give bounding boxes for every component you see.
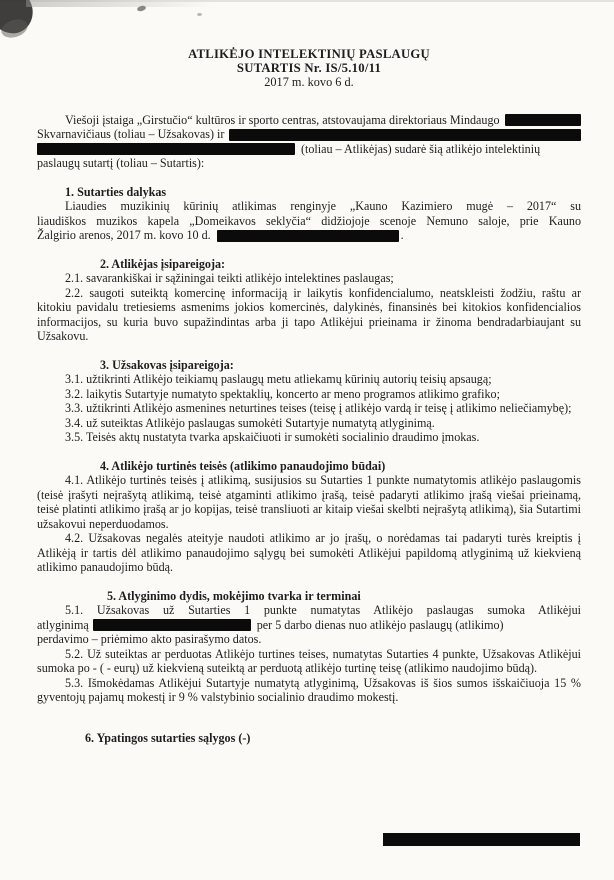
scan-artifact-top-streak [26,0,211,7]
section-4-heading: 4. Atlikėjo turtinės teisės (atlikimo panaudojimo būdai) [100,458,386,473]
section-1-line-1: Liaudies muzikinių kūrinių atlikimas renginyje „Kauno Kazimiero mugė – 2017“ su [65,199,581,214]
intro-line-1-text: Viešoji įstaiga „Girstučio“ kultūros ir sporto centras, atstovaujama direktoriaus Mindaugo [65,112,500,127]
scan-artifact-speck [197,13,202,16]
section-6-heading: 6. Ypatingos sutarties sąlygos (-) [85,730,251,745]
section-6-ypatingos-salygos [37,731,581,746]
document-title-line-2: SUTARTIS Nr. IS/5.10/11 [236,60,382,75]
intro-line-2 [37,127,581,142]
clause-5-1-line-2 [37,618,581,633]
redaction-bar-bottom [383,833,580,846]
section-1-line-3 [37,228,581,243]
intro-line-3-text: (toliau – Atlikėjas) sudarė šią atlikėjo intelektinių [301,141,541,156]
redaction-bar-performer-name [229,129,581,141]
clause-2-1: 2.1. savarankiškai ir sąžiningai teikti atlikėjo intelektines paslaugas; [65,271,394,286]
clause-5-3: 5.3. Išmokėdamas Atlikėjui Sutartyje numatytą atlyginimą, Užsakovas iš šios sumos išskaičiuoja 15 % gyventojų pajamų mokestį ir 9 % valstybinio socialinio draudimo mokestį. [37,675,581,705]
section-1-heading: 1. Sutarties dalykas [65,184,167,199]
intro-line-4: paslaugų sutartį (toliau – Sutartis): [37,156,205,171]
section-1-line-3-period: . [400,228,404,243]
section-1-line-3-text: Žalgirio arenos, 2017 m. kovo 10 d. [37,228,211,243]
section-2-atlikejas-isipareigoja [37,257,581,344]
section-4-turtines-teises [37,459,581,575]
scan-artifact-corner-blob [0,0,37,37]
section-2-heading: 2. Atlikėjas įsipareigoja: [100,256,226,271]
section-3-uzsakovas-isipareigoja [37,358,581,445]
section-5-heading: 5. Atlyginimo dydis, mokėjimo tvarka ir terminai [107,588,361,603]
redaction-bar-event-details [217,230,399,242]
document-title-line-1: ATLIKĖJO INTELEKTINIŲ PASLAUGŲ [188,47,430,61]
section-1-sutarties-dalykas [37,185,581,243]
clause-5-1-line-2-before: atlyginimą [37,617,89,632]
section-1-line-2: liaudiškos muzikos kapela „Domeikavos seklyčia“ didžiojoje scenoje Nemuno saloje, prie Kauno [37,213,581,228]
clause-3-3: 3.3. užtikrinti Atlikėjo asmenines neturtines teises (teisę į atlikėjo vardą ir teisę į atlikimo neliečiamybę); [65,401,572,416]
clause-2-2: 2.2. saugoti suteiktą komercinę informaciją ir laikytis konfidencialumo, neatskleisti žodžiu, raštu ar kitokiu pavidalu tretiesiems asmenims jokios komercinės, dalykinės, finansinės bei kitokios konfidencialios informacijos, su kuria buvo supažindintas arba ji tapo Atlikėjui prieinama ir žinoma bendradarbiaujant su Užsakovu. [37,285,581,344]
clause-4-1: 4.1. Atlikėjo turtinės teisės į atlikimą, susijusios su Sutarties 1 punkte numatytomis atlikėjo paslaugomis (teisė įrašyti neįrašytą atlikimą, teisė atgaminti atlikimo įrašą, teisė padaryti atlikimo įrašą viešai prieinamą, teisė platinti atlikimo įrašą ar jo kopijas, teisė transliuoti ar kitaip viešai skelbti neįrašytą atlikimą), šia Sutartimi užsakovui neperduodamos. [37,473,581,531]
clause-4-2: 4.2. Užsakovas negalės ateityje naudoti atlikimo ar jo įrašų, o norėdamas tai padaryti turės kreiptis į Atlikėją ir tartis dėl atlikimo panaudojimo sąlygų bei sumokėti Atlikėjui papildomą atlyginimą už kiekvieną atlikimo panaudojimo būdą. [37,531,581,575]
intro-line-3 [37,142,581,157]
document-date: 2017 m. kovo 6 d. [264,75,354,90]
clause-3-2: 3.2. laikytis Sutartyje numatyto spektaklių, koncerto ar meno programos atlikimo grafiko; [65,386,500,401]
title-block [37,48,581,90]
scan-artifact-corner-smudge [0,16,30,41]
scan-edge-shadow [0,0,614,2]
intro-line-2-text: Skvarnavičiaus (toliau – Užsakovas) ir [37,127,225,142]
clause-5-1-line-1: 5.1. Užsakovas už Sutarties 1 punkte numatytas Atlikėjo paslaugas sumoka Atlikėjui [65,603,581,618]
clause-5-2: 5.2. Už suteiktas ar perduotas Atlikėjo turtines teises, numatytas Sutarties 4 punkte, Užsakovas Atlikėjui sumoka po - ( - eurų) už kiekvieną suteiktą ar perduotą atlikėjo turtinę teisę (atlikimo naudojimo būdą). [37,646,581,676]
redaction-bar-performer-name [37,143,295,155]
clause-3-5: 3.5. Teisės aktų nustatyta tvarka apskaičiuoti ir sumokėti socialinio draudimo įmokas. [65,430,480,445]
redaction-bar-payment-amount [93,619,251,631]
contract-content [37,48,581,745]
section-3-heading: 3. Užsakovas įsipareigoja: [100,357,234,372]
clause-5-1-line-3: perdavimo – priėmimo akto pasirašymo datos. [37,632,262,647]
scan-artifact-speck [137,5,147,12]
clause-5-1-line-2-after: per 5 darbo dienas nuo atlikėjo paslaugų (atlikimo) [256,617,504,632]
clause-3-4: 3.4. už suteiktas Atlikėjo paslaugas sumokėti Sutartyje numatytą atlyginimą. [65,415,435,430]
intro-paragraph [37,113,581,171]
redaction-bar [505,114,581,126]
section-5-atlyginimo-dydis [37,589,581,705]
intro-line-1 [37,113,581,128]
clause-3-1: 3.1. užtikrinti Atlikėjo teikiamų paslaugų metu atliekamų kūrinių autorių teisių apsaugą; [65,372,492,387]
